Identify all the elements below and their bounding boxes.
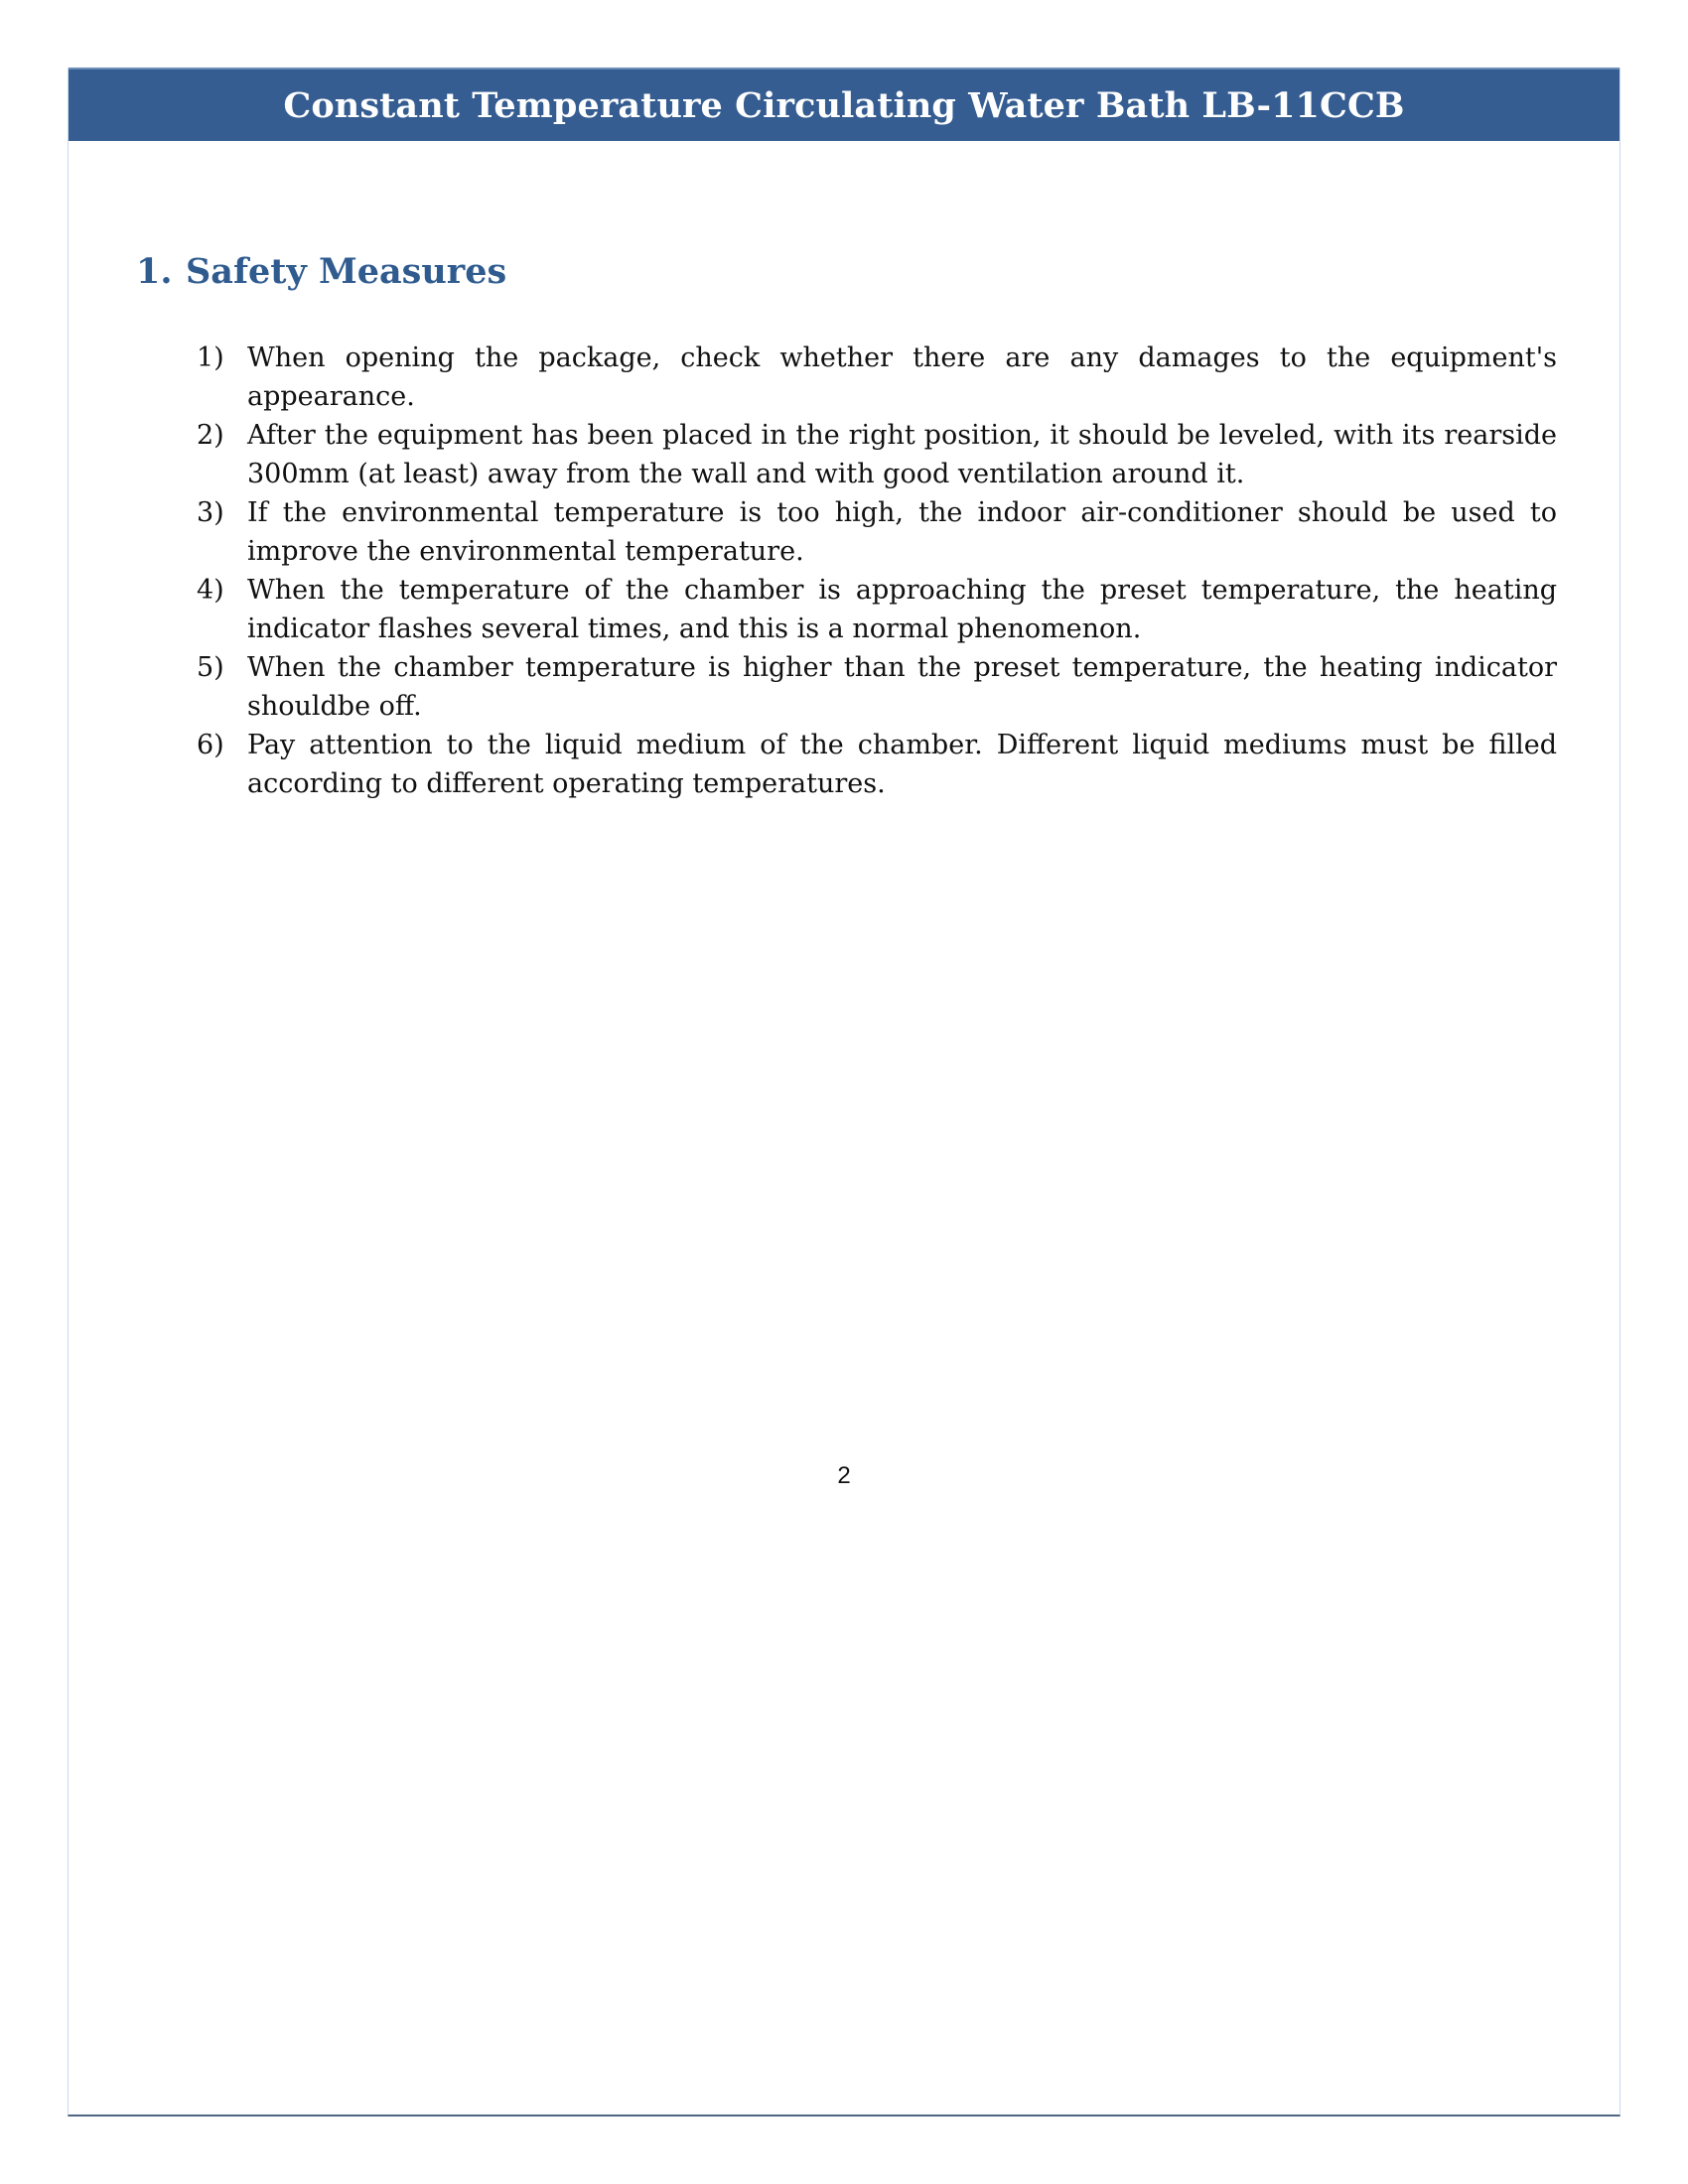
list-item-number: 6)	[197, 730, 224, 760]
section-title: Safety Measures	[186, 251, 507, 292]
list-item-text: After the equipment has been placed in the right position, it should be leveled, with its rearside 300mm (at least) away from the wall and with good ventilation around it.	[247, 420, 1557, 489]
list-item	[197, 493, 1557, 571]
list-item-number: 2)	[197, 420, 224, 451]
section-heading	[136, 251, 506, 292]
header-banner	[69, 68, 1619, 141]
list-item-number: 4)	[197, 575, 224, 606]
list-item-number: 3)	[197, 497, 224, 528]
list-item-number: 5)	[197, 652, 224, 683]
list-item	[197, 726, 1557, 803]
list-item	[197, 571, 1557, 648]
list-item	[197, 339, 1557, 416]
section-number: 1.	[136, 251, 173, 292]
list-item-number: 1)	[197, 342, 224, 373]
page-number: 2	[837, 1462, 851, 1489]
safety-measures-list	[197, 339, 1557, 803]
list-item-text: When opening the package, check whether there are any damages to the equipment's appearance.	[247, 342, 1557, 412]
list-item-text: When the temperature of the chamber is approaching the preset temperature, the heating indicator flashes several times, and this is a normal phenomenon.	[247, 575, 1557, 644]
document-page	[68, 68, 1620, 2116]
list-item	[197, 648, 1557, 726]
list-item-text: When the chamber temperature is higher than the preset temperature, the heating indicator shouldbe off.	[247, 652, 1557, 722]
list-item-text: Pay attention to the liquid medium of the chamber. Different liquid mediums must be filled according to different operating temperatures.	[247, 730, 1557, 799]
document-title: Constant Temperature Circulating Water Bath LB-11CCB	[283, 84, 1405, 126]
list-item	[197, 416, 1557, 493]
list-item-text: If the environmental temperature is too high, the indoor air-conditioner should be used to improve the environmental temperature.	[247, 497, 1557, 567]
